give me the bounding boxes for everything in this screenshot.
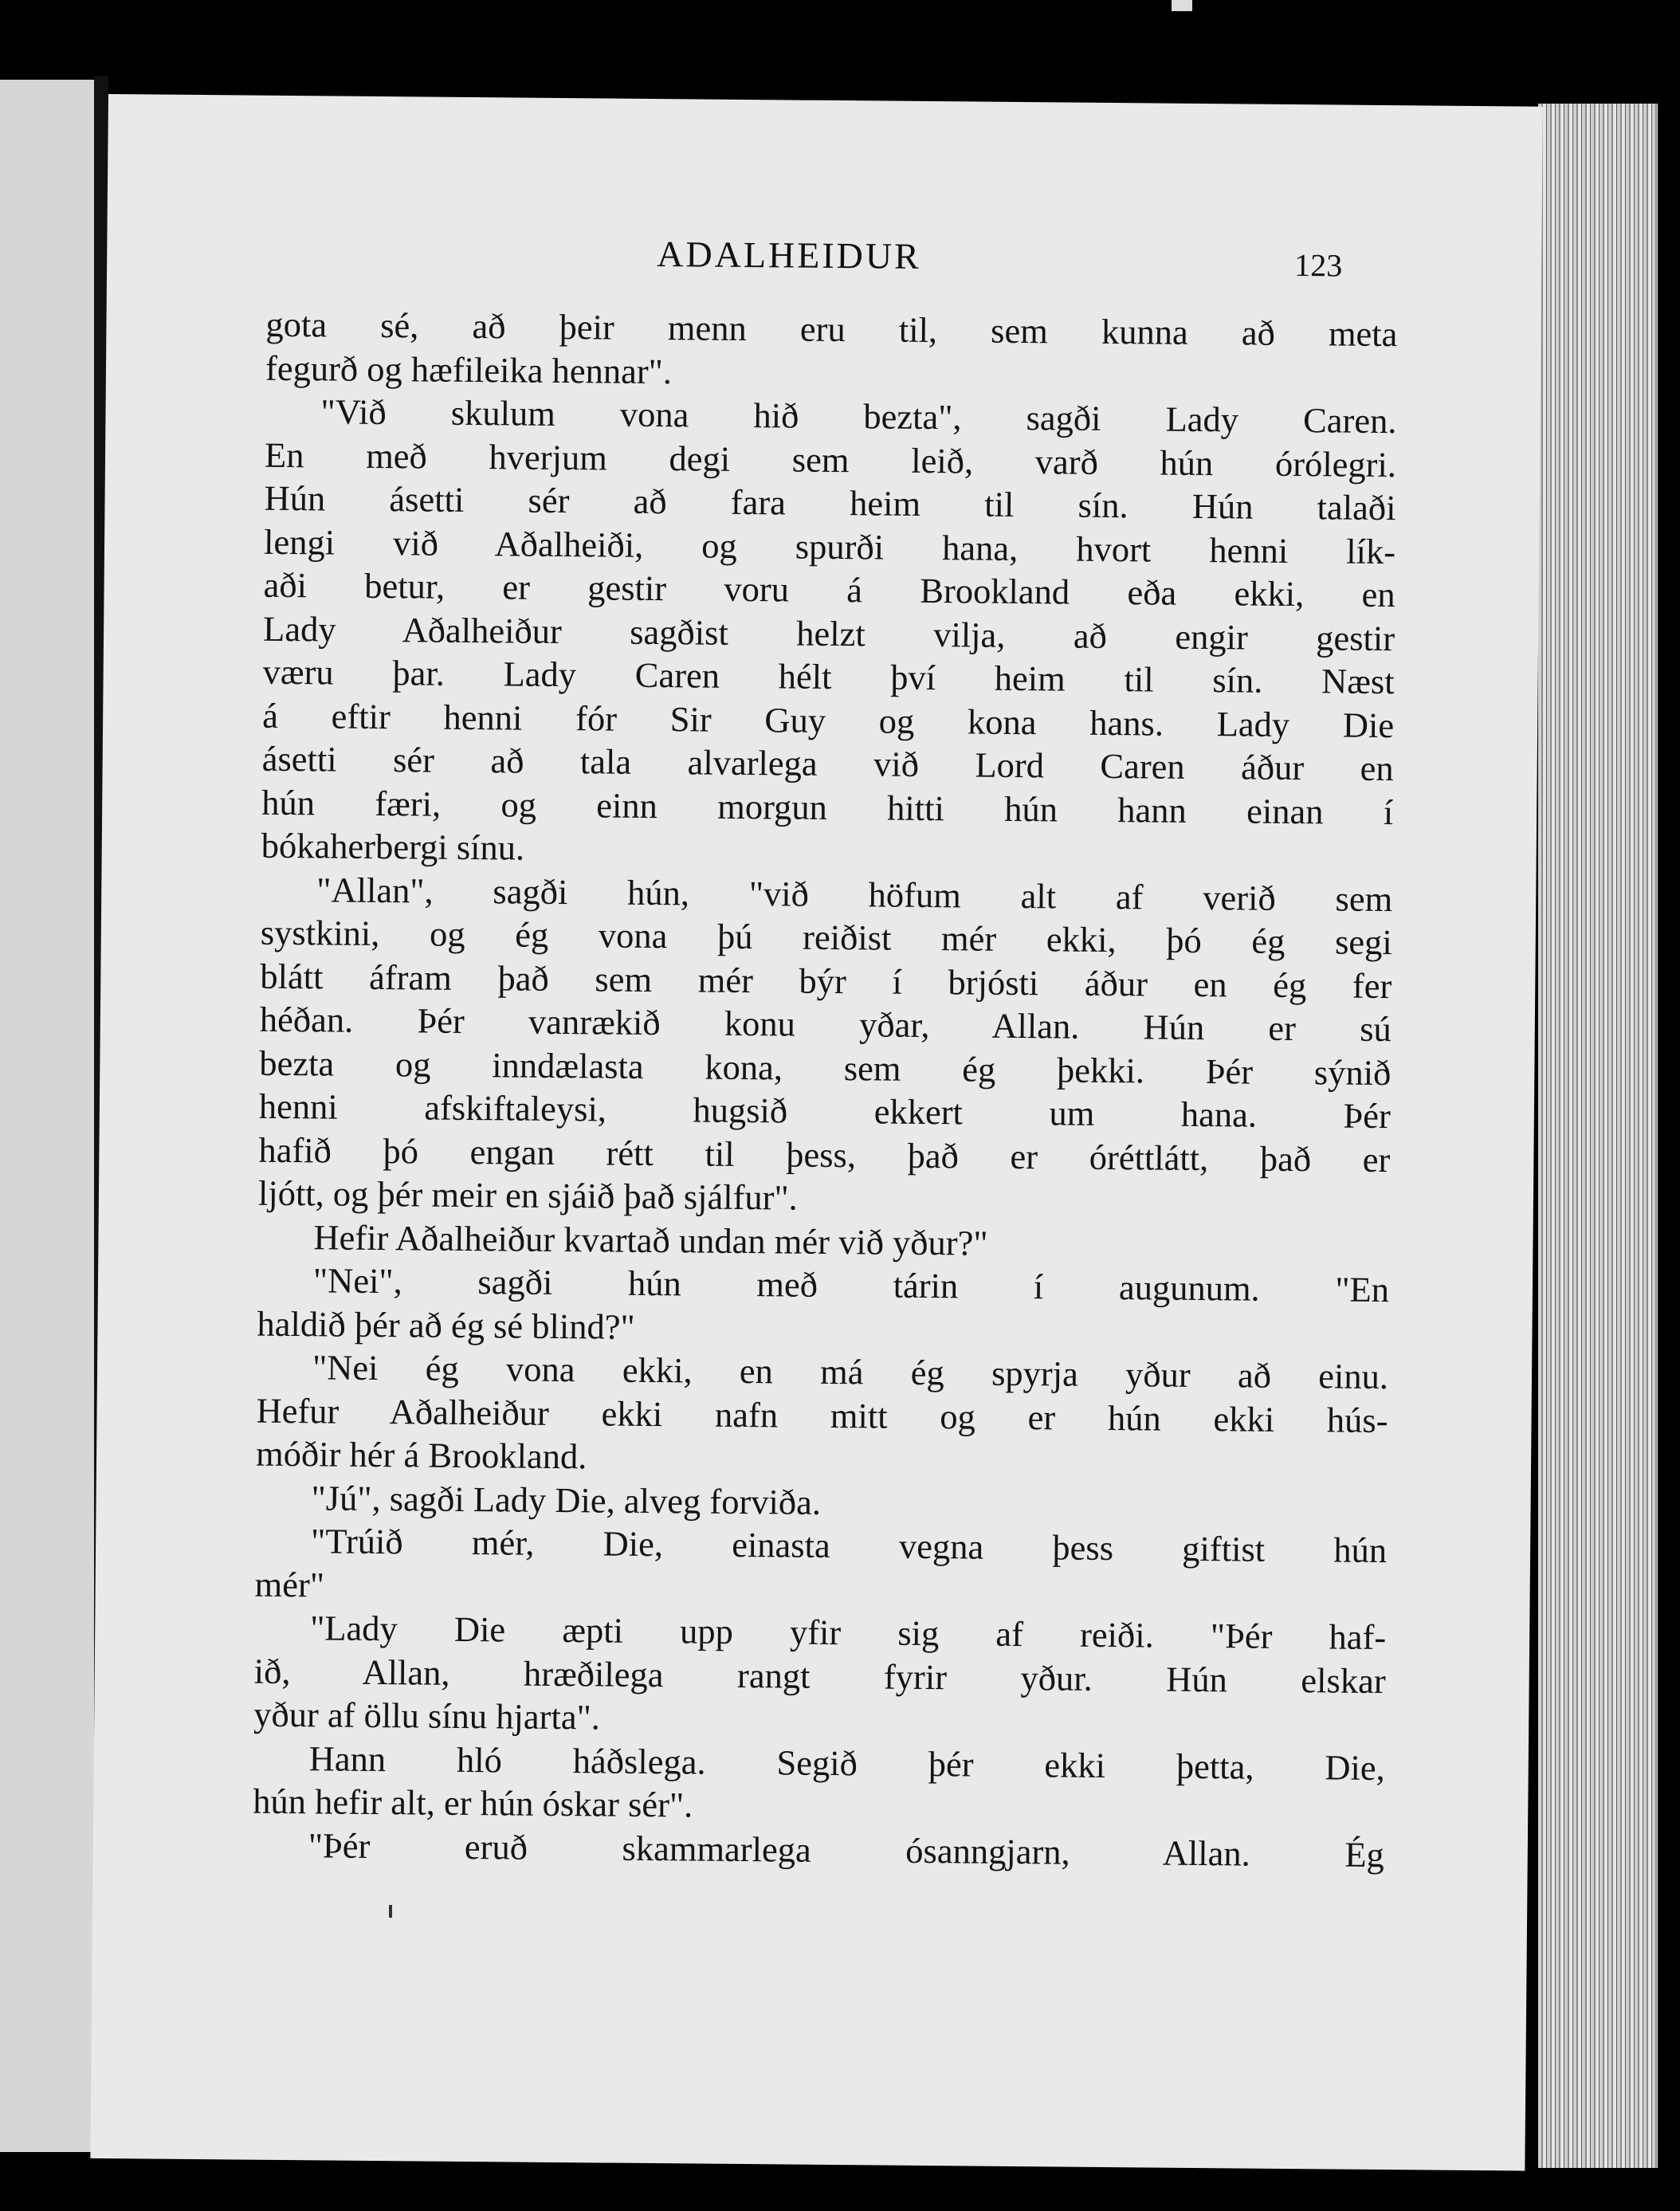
body-text: [253, 303, 1398, 1876]
text-line: mér": [254, 1564, 325, 1604]
text-line: Hann hló háðslega. Segið þér ekki þetta, Die,: [308, 1738, 1385, 1788]
text-line: aði betur, er gestir voru á Brookland eða ekki, en: [263, 564, 1395, 615]
text-line: "Nei ég vona ekki, en má ég spyrja yður að einu.: [312, 1347, 1389, 1397]
text-line: væru þar. Lady Caren hélt því heim til sín. Næst: [262, 651, 1395, 702]
text-line: bókaherbergi sínu.: [261, 825, 525, 868]
text-line: Hefir Aðalheiður kvartað undan mér við yður?": [313, 1216, 988, 1263]
text-line: yður af öllu sínu hjarta".: [253, 1694, 601, 1738]
text-line: ljótt, og þér meir en sjáið það sjálfur".: [257, 1172, 799, 1218]
text-line: En með hverjum degi sem leið, varð hún órólegri.: [264, 434, 1397, 485]
text-line: ið, Allan, hræðilega rangt fyrir yður. Hún elskar: [253, 1651, 1386, 1701]
text-line: móðir hér á Brookland.: [255, 1433, 587, 1477]
text-line: "Nei", sagði hún með tárin í augunum. "En: [312, 1260, 1390, 1310]
book-page: [90, 94, 1543, 2171]
text-line: "Þér eruð skammarlega ósanngjarn, Allan. Ég: [308, 1824, 1385, 1875]
text-line: fegurð og hæfileika hennar".: [265, 348, 673, 391]
page-block-edges: [1538, 104, 1658, 2168]
text-line: haldið þér að ég sé blind?": [257, 1303, 635, 1347]
scan-speck: [1172, 0, 1192, 11]
page-number: 123: [1293, 246, 1343, 284]
text-line: "Við skulum vona hið bezta", sagði Lady Caren.: [320, 391, 1397, 442]
text-line: á eftir henni fór Sir Guy og kona hans. Lady Die: [261, 695, 1395, 745]
text-line: blátt áfram það sem mér býr í brjósti áður en ég fer: [260, 956, 1392, 1006]
text-line: gota sé, að þeir menn eru til, sem kunna að meta: [265, 304, 1398, 355]
text-line: Lady Aðalheiður sagðist helzt vilja, að engir gestir: [262, 608, 1395, 658]
text-line: henni afskiftaleysi, hugsið ekkert um hana. Þér: [258, 1086, 1391, 1137]
facing-page-edge: [0, 80, 94, 2152]
text-line: bezta og inndælasta kona, sem ég þekki. Þér sýnið: [259, 1043, 1391, 1093]
text-line: Hefur Aðalheiður ekki nafn mitt og er hún ekki hús-: [256, 1390, 1388, 1440]
text-line: hún færi, og einn morgun hitti hún hann einan í: [261, 782, 1394, 832]
text-line: "Lady Die æpti upp yfir sig af reiði. "Þér haf-: [309, 1608, 1387, 1658]
text-line: Hún ásetti sér að fara heim til sín. Hún talaði: [264, 477, 1396, 528]
text-line: "Allan", sagði hún, "við höfum alt af verið sem: [316, 869, 1393, 919]
text-line: lengi við Aðalheiði, og spurði hana, hvort henni lík-: [263, 521, 1396, 571]
text-line: hún hefir alt, er hún óskar sér".: [253, 1781, 693, 1825]
text-line: "Jú", sagði Lady Die, alveg forviða.: [311, 1477, 822, 1522]
text-line: systkini, og ég vona þú reiðist mér ekki, þó ég segi: [260, 912, 1392, 963]
scan-speck: [389, 1905, 392, 1918]
running-title: ADALHEIDUR: [657, 234, 922, 277]
text-line: "Trúið mér, Die, einasta vegna þess giftist hún: [310, 1521, 1388, 1571]
text-line: hafið þó engan rétt til þess, það er óréttlátt, það er: [258, 1129, 1391, 1180]
page-header: [107, 228, 1541, 289]
text-line: héðan. Þér vanrækið konu yðar, Allan. Hún er sú: [259, 999, 1392, 1050]
text-line: ásetti sér að tala alvarlega við Lord Caren áður en: [261, 738, 1394, 789]
